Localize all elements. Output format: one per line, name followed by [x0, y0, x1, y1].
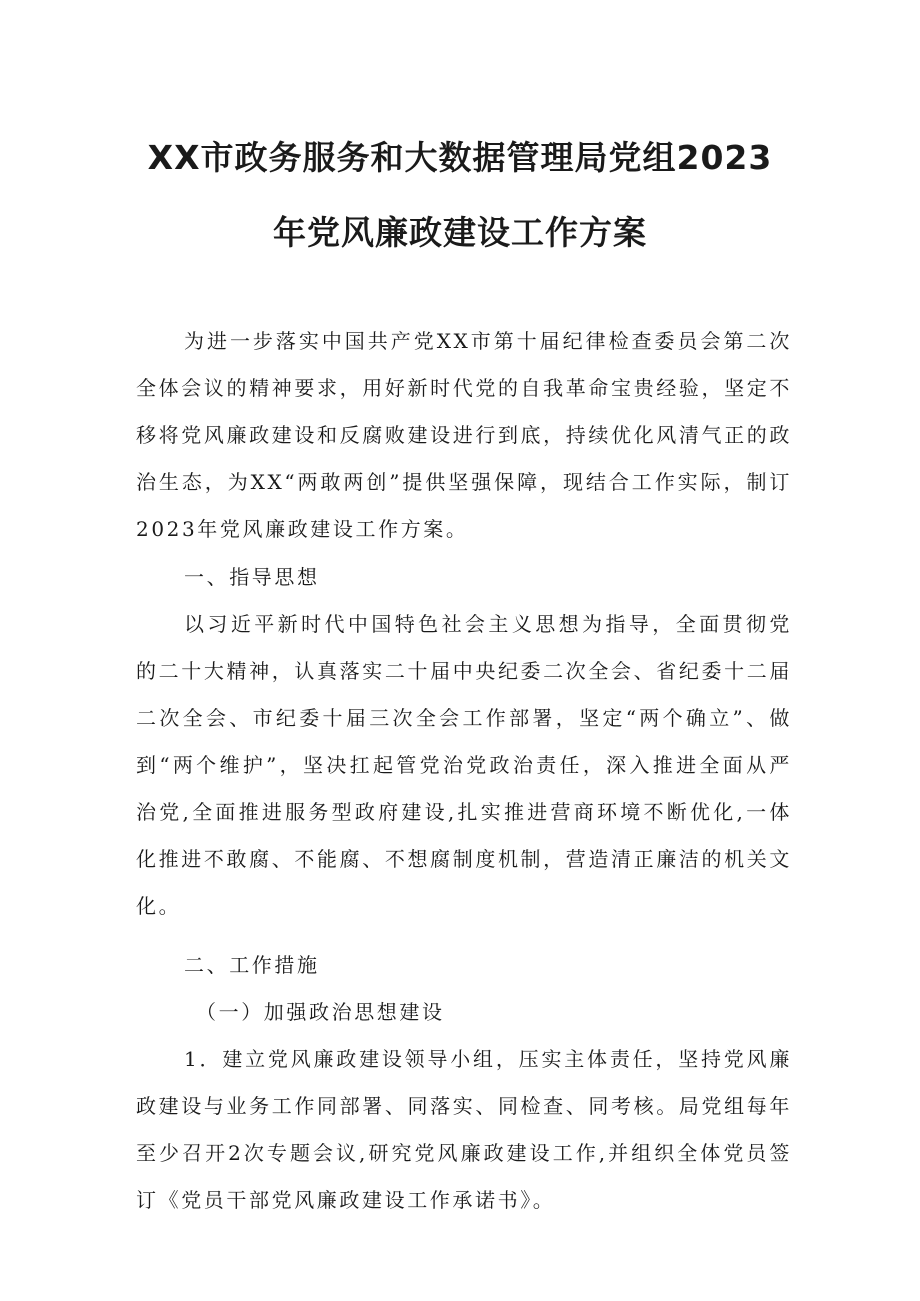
section-2-heading: 二、工作措施 — [184, 953, 320, 977]
subsection-1-heading: （一）加强政治思想建设 — [196, 1000, 445, 1024]
section-1-paragraph: 以习近平新时代中国特色社会主义思想为指导，全面贯彻党的二十大精神，认真落实二十届中央纪委二次全会、省纪委十二届二次全会、市纪委十届三次全会工作部署，坚定“两个确立”、做到“两个维护”，坚决扛起管党治党政治责任，深入推进全面从严治党,全面推进服务型政府建设,扎实推进营商环境不断优化,一体化推进不敢腐、不能腐、不想腐制度机制，营造清正廉洁的机关文化。 — [136, 612, 792, 918]
item-1-paragraph: 1．建立党风廉政建设领导小组，压实主体责任，坚持党风廉政建设与业务工作同部署、同落实、同检查、同考核。局党组每年至少召开2次专题会议,研究党风廉政建设工作,并组织全体党员签订《党员干部党风廉政建设工作承诺书》。 — [136, 1047, 792, 1212]
document-title-line-1: XX市政务服务和大数据管理局党组2023 — [147, 138, 773, 177]
section-1-heading: 一、指导思想 — [184, 565, 320, 589]
intro-paragraph: 为进一步落实中国共产党XX市第十届纪律检查委员会第二次全体会议的精神要求，用好新时代党的自我革命宝贵经验，坚定不移将党风廉政建设和反腐败建设进行到底，持续优化风清气正的政治生态，为XX“两敢两创”提供坚强保障，现结合工作实际，制订2023年党风廉政建设工作方案。 — [136, 329, 792, 541]
document-title-line-2: 年党风廉政建设工作方案 — [273, 213, 647, 252]
